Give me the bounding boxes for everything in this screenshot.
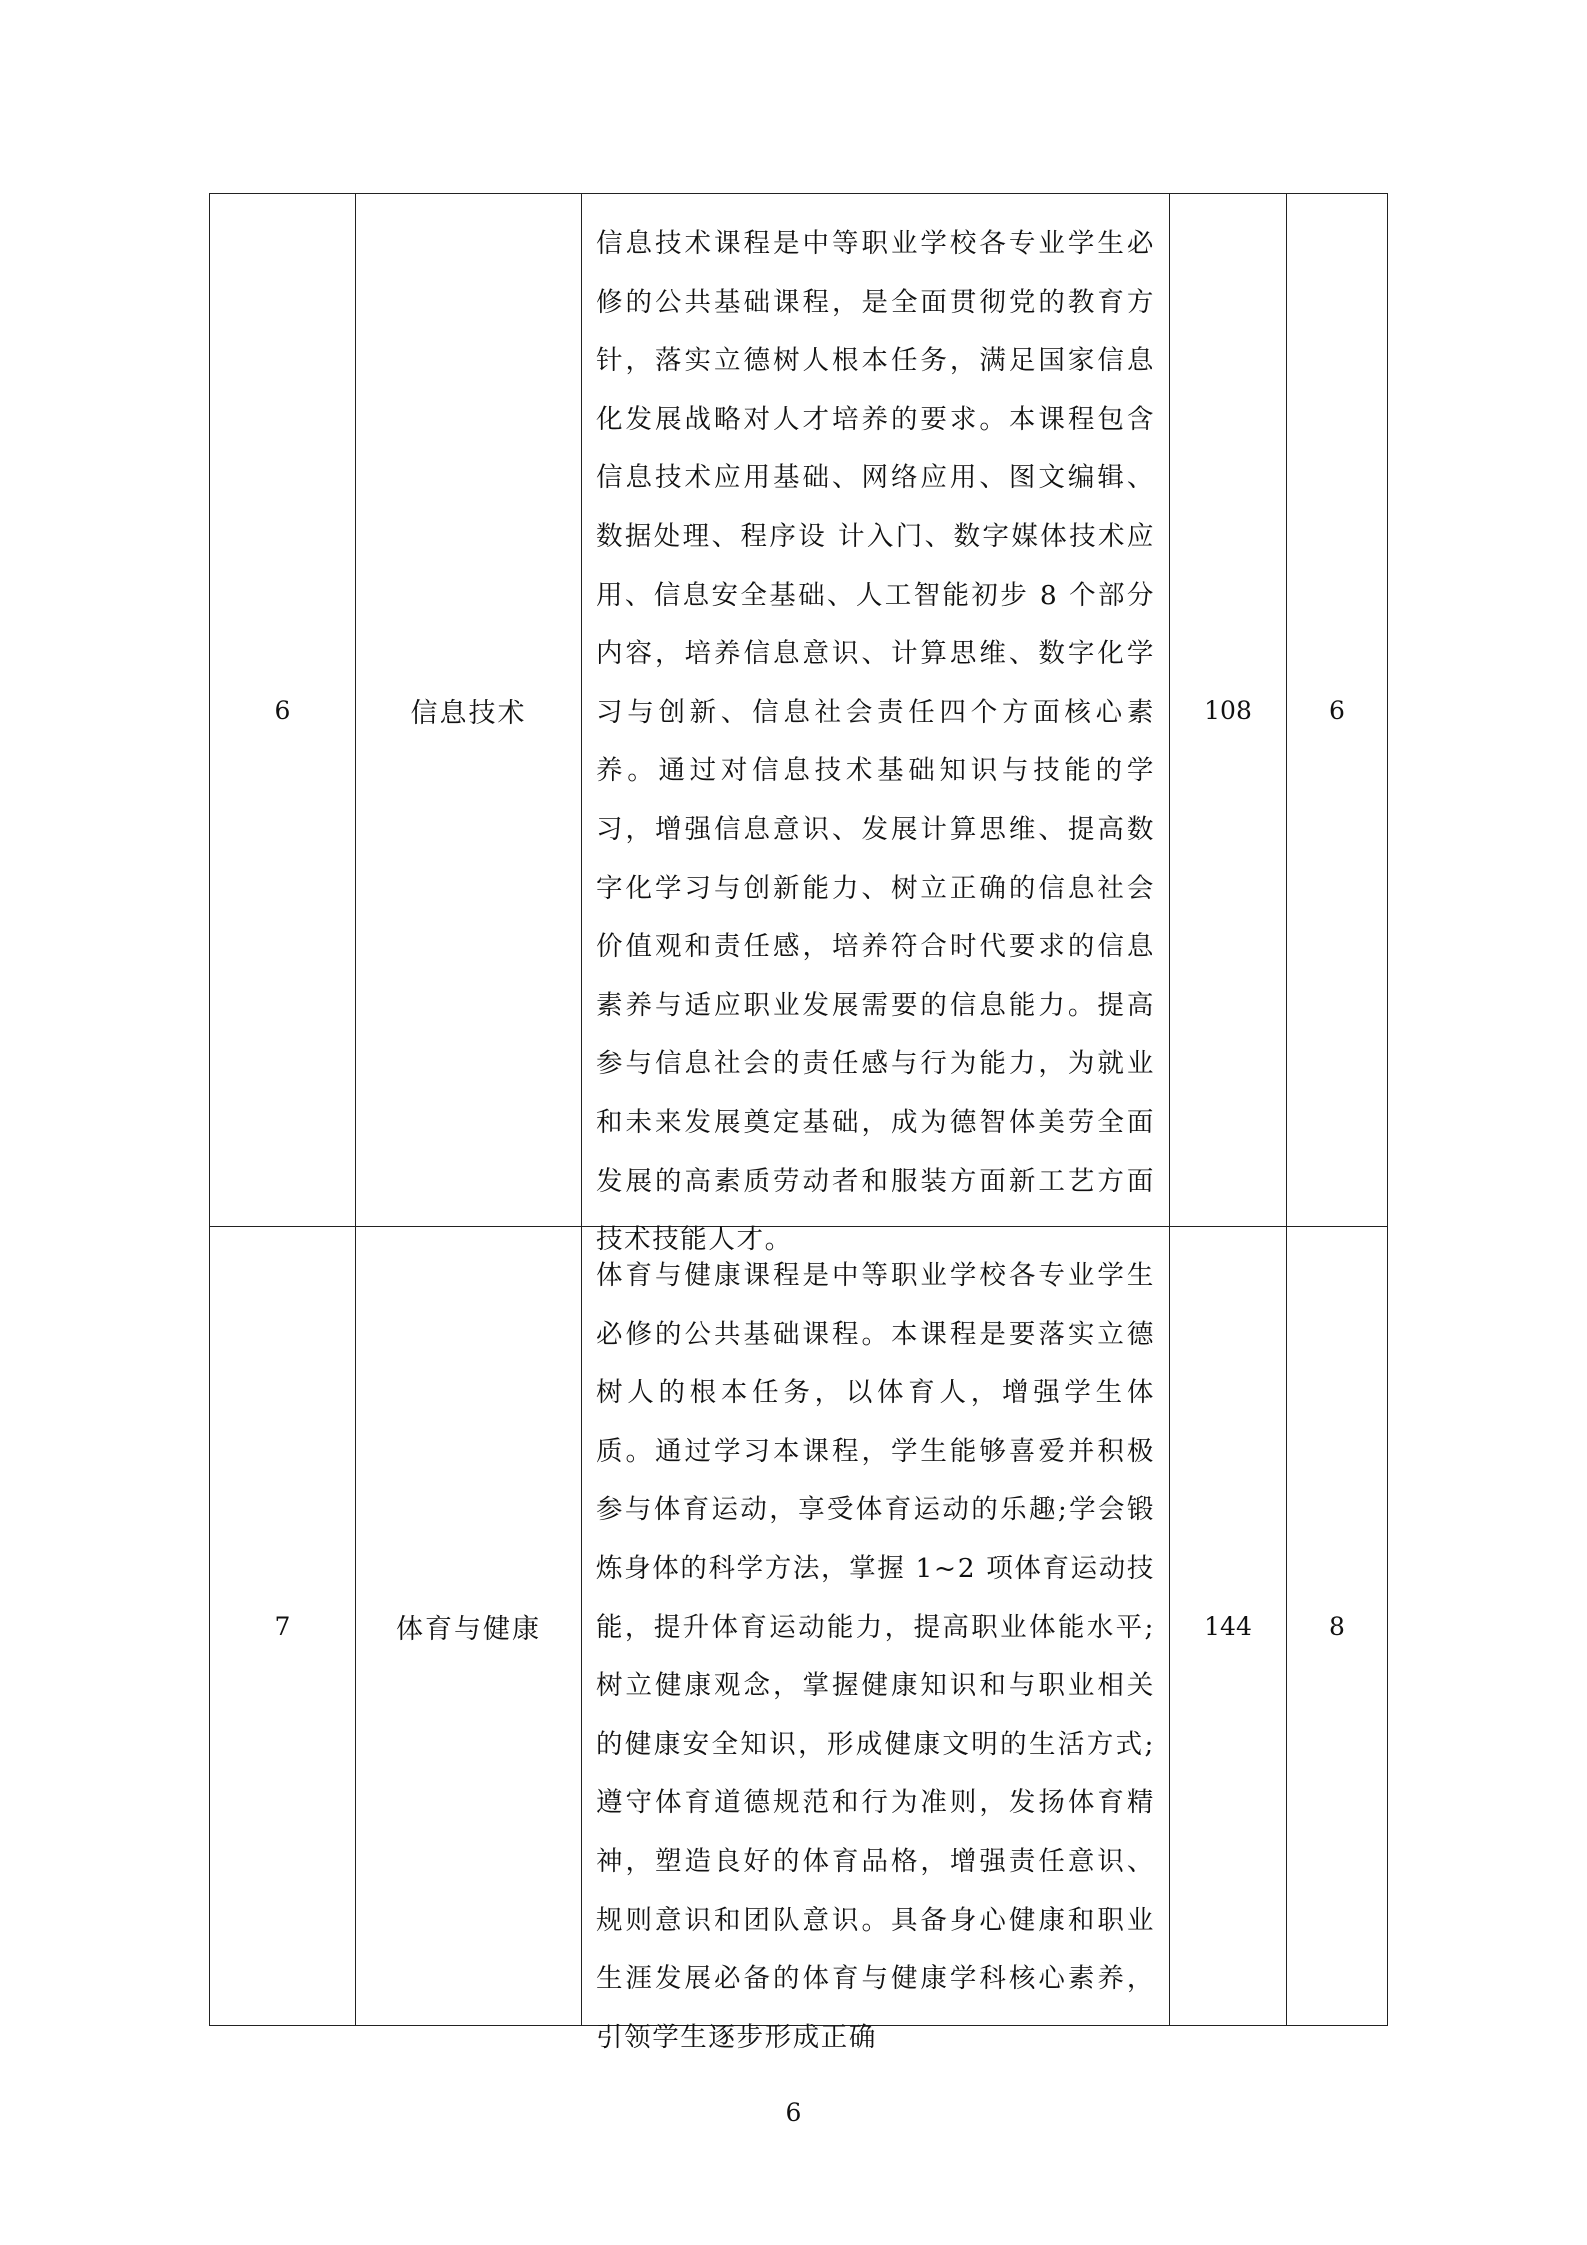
course-name: 体育与健康 xyxy=(356,1227,582,2026)
course-credits: 8 xyxy=(1287,1227,1388,2026)
course-hours: 108 xyxy=(1170,194,1287,1227)
course-description-cell xyxy=(582,194,1170,1256)
table-row xyxy=(210,1227,1388,2026)
course-credits: 6 xyxy=(1287,194,1388,1227)
page-number: 6 xyxy=(785,2098,802,2127)
table-row xyxy=(210,194,1388,1227)
course-name: 信息技术 xyxy=(356,194,582,1227)
course-table xyxy=(209,193,1388,2053)
course-description: 信息技术课程是中等职业学校各专业学生必修的公共基础课程，是全面贯彻党的教育方针，落实立德树人根本任务，满足国家信息化发展战略对人才培养的要求。本课程包含信息技术应用基础、网络应用、图文编辑、数据处理、程序设 计入门、数字媒体技术应用、信息安全基础、人工智能初步 8 个部分内容，培养信息意识、计算思维、数字化学习与创新、信息社会责任四个方面核心素养。通过对信息技术基础知识与技能的学习，增强信息意识、发展计算思维、提高数字化学习与创新能力、树立正确的信息社会价值观和责任感，培养符合时代要求的信息素养与适应职业发展需要的信息能力。提高参与信息社会的责任感与行为能力，为就业和未来发展奠定基础，成为德智体美劳全面发展的高素质劳动者和服装方面新工艺方面技术技能人才。 xyxy=(596,228,1155,1256)
course-description: 体育与健康课程是中等职业学校各专业学生必修的公共基础课程。本课程是要落实立德树人的根本任务，以体育人，增强学生体质。通过学习本课程，学生能够喜爱并积极参与体育运动，享受体育运动的乐趣;学会锻炼身体的科学方法，掌握 1~2 项体育运动技能，提升体育运动能力，提高职业体能水平;树立健康观念，掌握健康知识和与职业相关的健康安全知识，形成健康文明的生活方式;遵守体育道德规范和行为准则，发扬体育精神，塑造良好的体育品格，增强责任意识、规则意识和团队意识。具备身心健康和职业生涯发展必备的体育与健康学科核心素养，引领学生逐步形成正确 xyxy=(596,1260,1155,2053)
course-hours: 144 xyxy=(1170,1227,1287,2026)
course-number: 7 xyxy=(210,1227,356,2026)
course-number: 6 xyxy=(210,194,356,1227)
course-description-cell xyxy=(582,1227,1170,2053)
